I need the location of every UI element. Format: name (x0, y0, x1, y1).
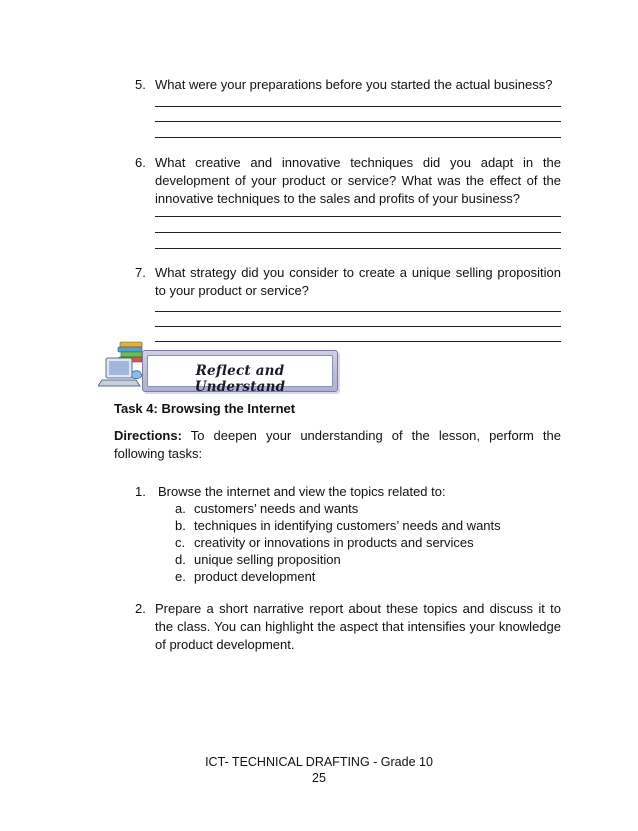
task-2-number: 2. (135, 601, 146, 616)
subitem-text: customers’ needs and wants (194, 501, 359, 516)
reflect-understand-banner (142, 350, 338, 395)
task-title: Task 4: Browsing the Internet (114, 401, 296, 416)
directions (114, 427, 561, 463)
question-5-number: 5. (135, 77, 146, 92)
subitem-letter: b. (175, 518, 186, 533)
question-6-number: 6. (135, 155, 146, 170)
answer-line (155, 106, 561, 107)
task-1-text: Browse the internet and view the topics related to: (158, 484, 446, 499)
answer-line (155, 326, 561, 327)
subitem-text: product development (194, 569, 316, 584)
question-7-text: What strategy did you consider to create a unique selling proposition to your product or service? (155, 265, 561, 298)
answer-line (155, 341, 561, 342)
banner-title: Reflect and Understand (194, 363, 286, 395)
answer-line (155, 121, 561, 122)
directions-label: Directions: (114, 428, 182, 443)
directions-text: To deepen your understanding of the lesson, perform the following tasks: (114, 428, 561, 461)
subitem-letter: d. (175, 552, 186, 567)
subitem-letter: c. (175, 535, 186, 550)
footer-course: ICT- TECHNICAL DRAFTING - Grade 10 (205, 755, 433, 769)
question-6-text: What creative and innovative techniques did you adapt in the development of your product or service? What was the effect of the innovative techniques to the sales and profits of your business? (155, 155, 561, 206)
answer-line (155, 216, 561, 217)
subitem-letter: e. (175, 569, 186, 584)
question-5-text: What were your preparations before you started the actual business? (155, 77, 553, 92)
subitem-text: creativity or innovations in products and services (194, 535, 474, 550)
task-2-text: Prepare a short narrative report about these topics and discuss it to the class. You can highlight the aspect that intensifies your knowledge of product development. (155, 601, 561, 652)
answer-line (155, 248, 561, 249)
answer-line (155, 232, 561, 233)
banner-inner (147, 355, 333, 395)
subitem-letter: a. (175, 501, 186, 516)
answer-line (155, 137, 561, 138)
question-7-number: 7. (135, 265, 146, 280)
answer-line (155, 311, 561, 312)
subitem-text: techniques in identifying customers’ needs and wants (194, 518, 501, 533)
task-1-number: 1. (135, 484, 146, 499)
subitem-text: unique selling proposition (194, 552, 341, 567)
page-number: 25 (312, 771, 326, 785)
